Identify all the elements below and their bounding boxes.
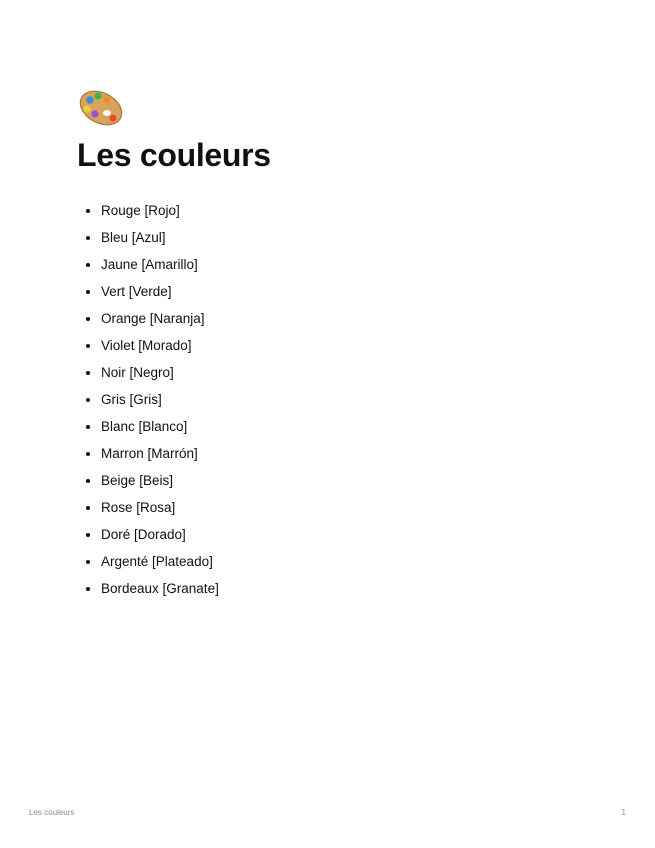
list-item	[77, 386, 219, 413]
bullet-icon	[86, 533, 90, 537]
bullet-icon	[86, 452, 90, 456]
list-item	[77, 305, 219, 332]
list-item	[77, 440, 219, 467]
bullet-icon	[86, 209, 90, 213]
footer-title: Les couleurs	[29, 808, 75, 817]
bullet-icon	[86, 371, 90, 375]
list-item-text: Violet [Morado]	[101, 338, 192, 353]
list-item	[77, 224, 219, 251]
list-item-text: Rose [Rosa]	[101, 500, 176, 515]
list-item-text: Marron [Marrón]	[101, 446, 198, 461]
list-item-text: Bordeaux [Granate]	[101, 581, 219, 596]
list-item-text: Jaune [Amarillo]	[101, 257, 198, 272]
bullet-icon	[86, 236, 90, 240]
list-item-text: Doré [Dorado]	[101, 527, 186, 542]
list-item-text: Gris [Gris]	[101, 392, 162, 407]
list-item-text: Beige [Beis]	[101, 473, 174, 488]
list-item	[77, 494, 219, 521]
list-item	[77, 575, 219, 602]
bullet-icon	[86, 290, 90, 294]
list-item	[77, 521, 219, 548]
page-title: Les couleurs	[77, 137, 271, 173]
list-item	[77, 359, 219, 386]
list-item	[77, 332, 219, 359]
list-item	[77, 548, 219, 575]
list-item-text: Bleu [Azul]	[101, 230, 166, 245]
bullet-icon	[86, 506, 90, 510]
list-item-text: Blanc [Blanco]	[101, 419, 188, 434]
list-item-text: Rouge [Rojo]	[101, 203, 180, 218]
list-item	[77, 413, 219, 440]
list-item	[77, 467, 219, 494]
list-item	[77, 278, 219, 305]
bullet-icon	[86, 587, 90, 591]
bullet-icon	[86, 479, 90, 483]
color-list	[77, 197, 219, 602]
footer-page-number: 1	[621, 808, 626, 817]
list-item-text: Noir [Negro]	[101, 365, 174, 380]
list-item-text: Orange [Naranja]	[101, 311, 205, 326]
artist-palette-icon	[77, 88, 125, 128]
list-item	[77, 251, 219, 278]
list-item-text: Argenté [Plateado]	[101, 554, 213, 569]
list-item	[77, 197, 219, 224]
bullet-icon	[86, 560, 90, 564]
list-item-text: Vert [Verde]	[101, 284, 172, 299]
bullet-icon	[86, 263, 90, 267]
bullet-icon	[86, 344, 90, 348]
bullet-icon	[86, 317, 90, 321]
bullet-icon	[86, 425, 90, 429]
bullet-icon	[86, 398, 90, 402]
